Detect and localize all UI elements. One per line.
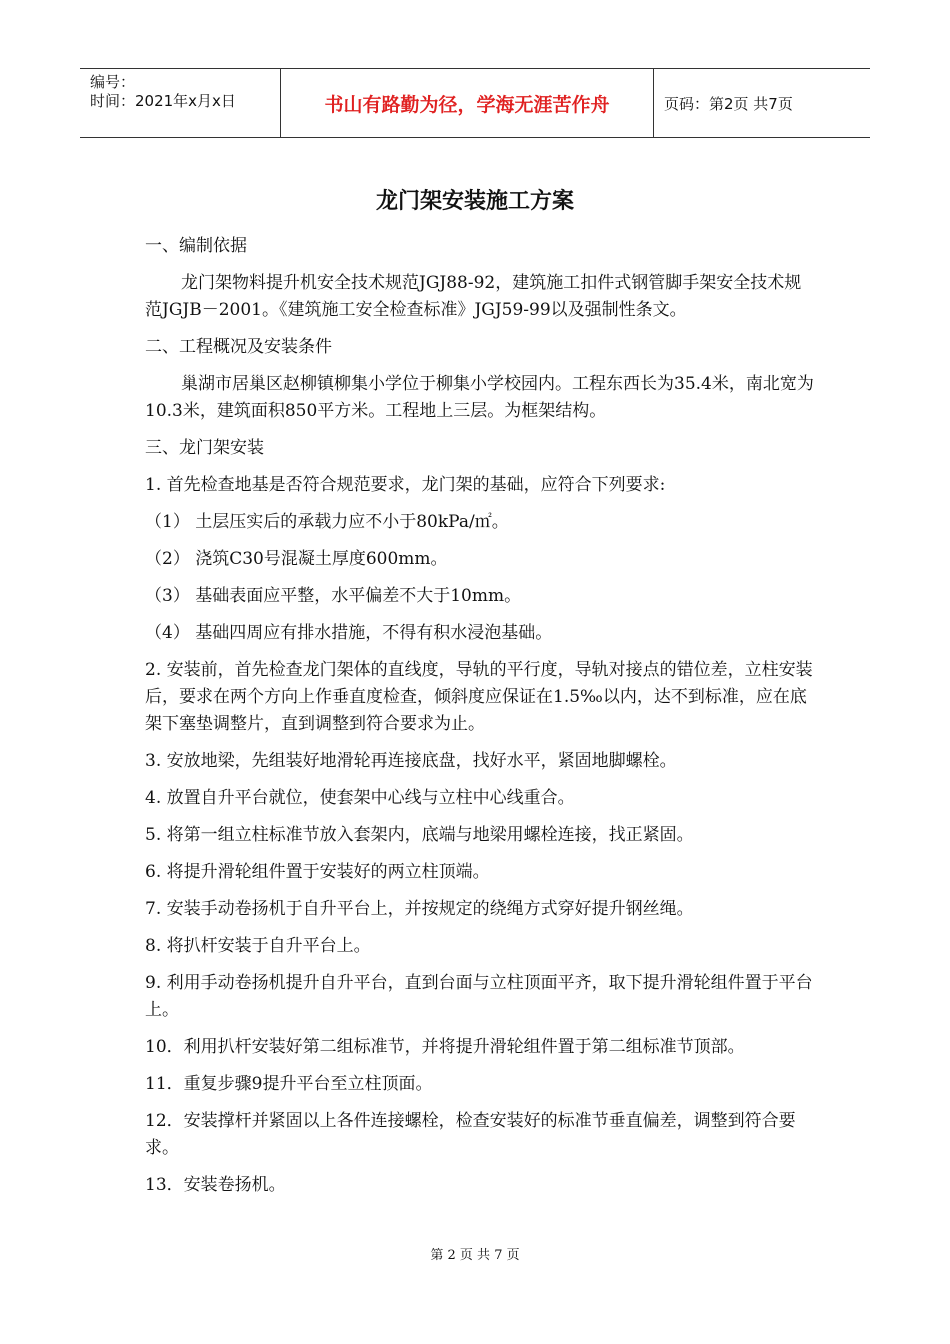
list-item: 3. 安放地梁，先组装好地滑轮再连接底盘，找好水平，紧固地脚螺栓。 [145,751,677,771]
list-item: 13．安装卷扬机。 [145,1175,286,1195]
paragraph: 巢湖市居巢区赵柳镇柳集小学位于柳集小学校园内。工程东西长为35.4米，南北宽为10.3米，建筑面积850平方米。工程地上三层。为框架结构。 [145,374,814,421]
section-heading: 一、编制依据 [145,236,247,256]
list-item: 5. 将第一组立柱标准节放入套架内，底端与地梁用螺栓连接，找正紧固。 [145,825,694,845]
document-number: 编号： [90,73,136,91]
section-heading: 三、龙门架安装 [145,438,264,458]
list-item: （3） 基础表面应平整，水平偏差不大于10mm。 [145,586,522,606]
list-item: 4. 放置自升平台就位，使套架中心线与立柱中心线重合。 [145,788,575,808]
header-meta [80,69,281,137]
list-item: 7. 安装手动卷扬机于自升平台上，并按规定的绕绳方式穿好提升钢丝绳。 [145,899,694,919]
section-heading: 二、工程概况及安装条件 [145,337,332,357]
list-item: 9. 利用手动卷扬机提升自升平台，直到台面与立柱顶面平齐，取下提升滑轮组件置于平台上。 [145,973,813,1020]
list-item: （4） 基础四周应有排水措施，不得有积水浸泡基础。 [145,623,553,643]
header-motto: 书山有路勤为径，学海无涯苦作舟 [281,69,654,137]
header-page-info: 页码：第2页 共7页 [664,94,793,113]
document-date: 时间：2021年x月x日 [90,92,236,110]
list-item: 8. 将扒杆安装于自升平台上。 [145,936,371,956]
list-item: 12．安装撑杆并紧固以上各件连接螺栓，检查安装好的标准节垂直偏差，调整到符合要求。 [145,1111,796,1158]
document-title: 龙门架安装施工方案 [375,189,574,214]
list-item: 10．利用扒杆安装好第二组标准节，并将提升滑轮组件置于第二组标准节顶部。 [145,1037,745,1057]
list-item: （1） 土层压实后的承载力应不小于80kPa/㎡。 [145,512,509,532]
list-item: 1. 首先检查地基是否符合规范要求，龙门架的基础，应符合下列要求: [145,475,666,495]
document-body [145,233,817,1199]
paragraph: 龙门架物料提升机安全技术规范JGJ88-92，建筑施工扣件式钢管脚手架安全技术规范JGJB－2001。《建筑施工安全检查标准》JGJ59-99以及强制性条文。 [145,273,802,320]
list-item: 11．重复步骤9提升平台至立柱顶面。 [145,1074,433,1094]
page-header [80,68,870,138]
list-item: 6. 将提升滑轮组件置于安装好的两立柱顶端。 [145,862,490,882]
list-item: 2. 安装前，首先检查龙门架体的直线度，导轨的平行度，导轨对接点的错位差，立柱安装后，要求在两个方向上作垂直度检查，倾斜度应保证在1.5‰以内，达不到标准，应在底架下塞垫调整片，直到调整到符合要求为止。 [145,660,813,734]
page-footer: 第 2 页 共 7 页 [430,1248,520,1263]
list-item: （2） 浇筑C30号混凝土厚度600mm。 [145,549,448,569]
